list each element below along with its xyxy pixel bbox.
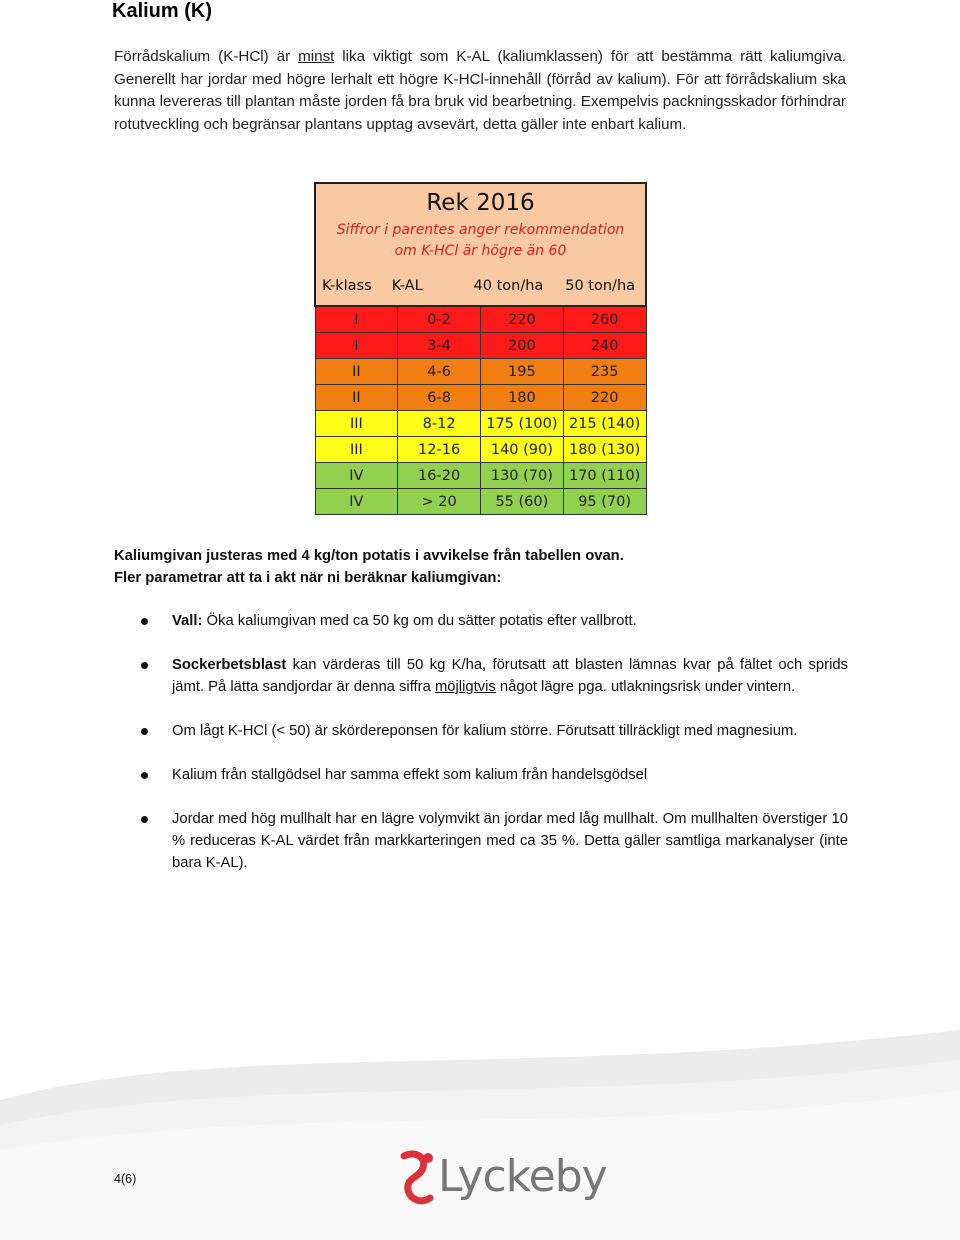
cell-40: 180 — [481, 385, 564, 411]
page-number: 4(6) — [114, 1172, 137, 1186]
cell-50: 235 — [563, 359, 646, 385]
intro-part2: lika viktigt som K-AL (kaliumklassen) för att bestämma rätt kaliumgiva. Generellt har jordar med högre lerhalt ett högre K-HCl-innehåll (förråd av kalium). För att förrådskalium ska kunna levereras till plantan måste jorden få bra bruk vid bearbetning. Exempelvis packningsskador förhindrar rotutveckling och begränsar plantans upptag avsevärt, detta gäller inte enbart kalium. — [114, 48, 846, 133]
cell-k-klass: II — [315, 385, 398, 411]
list-item — [114, 720, 848, 742]
bullet-icon — [141, 816, 148, 823]
recommendation-table — [314, 182, 647, 515]
column-header-40: 40 ton/ha — [473, 278, 544, 294]
bullet-icon — [141, 772, 148, 779]
bullet-text: kan värderas till 50 kg K/ha, förutsatt att blasten lämnas kvar på fältet och sprids jämt. På lätta sandjordar är denna siffra — [172, 657, 848, 695]
cell-k-al: 0-2 — [398, 306, 481, 332]
column-header-50: 50 ton/ha — [565, 278, 636, 294]
bullet-text: Om lågt K-HCl (< 50) är skördereponsen för kalium större. Förutsatt tillräckligt med magnesium. — [172, 723, 798, 739]
table-row — [315, 333, 646, 359]
table-row — [315, 359, 646, 385]
table-row — [315, 385, 646, 411]
bullet-icon — [141, 618, 148, 625]
table-column-headers — [316, 278, 645, 294]
cell-40: 175 (100) — [481, 411, 564, 437]
bullet-text: Jordar med hög mullhalt har en lägre volymvikt än jordar med låg mullhalt. Om mullhalten överstiger 10 % reduceras K-AL värdet från markkarteringen med ca 35 %. Detta gäller samtliga markanalyser (inte bara K-AL). — [172, 811, 848, 871]
cell-k-al: 16-20 — [398, 463, 481, 489]
list-item — [114, 610, 848, 632]
adjustment-note — [114, 545, 854, 589]
cell-50: 180 (130) — [563, 437, 646, 463]
cell-50: 260 — [563, 306, 646, 332]
bullet-text-continued: något lägre pga. utlakningsrisk under vintern. — [495, 679, 796, 695]
cell-k-klass: IV — [315, 463, 398, 489]
table-subtitle — [316, 220, 645, 262]
cell-k-al: 8-12 — [398, 411, 481, 437]
parameter-list — [114, 610, 848, 874]
list-item — [114, 764, 848, 786]
table-row — [315, 411, 646, 437]
table-title: Rek 2016 — [426, 190, 535, 216]
logo-wordmark: Lyckeby — [438, 1151, 607, 1202]
intro-paragraph — [114, 46, 846, 136]
cell-k-klass: II — [315, 359, 398, 385]
cell-k-klass: I — [315, 306, 398, 332]
cell-50: 170 (110) — [563, 463, 646, 489]
table-row — [315, 463, 646, 489]
note-line-2: Fler parametrar att ta i akt när ni beräknar kaliumgivan: — [114, 570, 502, 586]
cell-40: 55 (60) — [481, 489, 564, 515]
cell-k-al: 3-4 — [398, 333, 481, 359]
cell-k-klass: IV — [315, 489, 398, 515]
cell-k-al: > 20 — [398, 489, 481, 515]
table-row — [315, 306, 646, 332]
page-heading: Kalium (K) — [112, 0, 212, 22]
cell-40: 140 (90) — [481, 437, 564, 463]
list-item — [114, 808, 848, 874]
cell-40: 220 — [481, 306, 564, 332]
bullet-text: Kalium från stallgödsel har samma effekt som kalium från handelsgödsel — [172, 767, 648, 783]
cell-k-klass: I — [315, 333, 398, 359]
cell-k-al: 6-8 — [398, 385, 481, 411]
table-subtitle-line1: Siffror i parentes anger rekommendation — [336, 222, 625, 238]
intro-underlined-word: minst — [298, 48, 335, 65]
bullet-underlined-word: möjligtvis — [434, 679, 496, 695]
cell-50: 215 (140) — [563, 411, 646, 437]
bullet-bold-label: Vall: — [172, 613, 203, 629]
cell-k-klass: III — [315, 411, 398, 437]
cell-40: 195 — [481, 359, 564, 385]
intro-part1: Förrådskalium (K-HCl) är — [114, 48, 299, 65]
cell-50: 220 — [563, 385, 646, 411]
table-subtitle-line2: om K-HCl är högre än 60 — [394, 243, 567, 259]
bullet-icon — [141, 728, 148, 735]
cell-50: 240 — [563, 333, 646, 359]
column-header-k-al: K-AL — [391, 278, 423, 294]
cell-k-al: 12-16 — [398, 437, 481, 463]
bullet-bold-label: Sockerbetsblast — [172, 657, 287, 673]
note-line-1: Kaliumgivan justeras med 4 kg/ton potatis i avvikelse från tabellen ovan. — [114, 548, 624, 564]
cell-50: 95 (70) — [563, 489, 646, 515]
table-row — [315, 437, 646, 463]
column-header-k-klass: K-klass — [322, 278, 372, 294]
cell-k-klass: III — [315, 437, 398, 463]
list-item — [114, 654, 848, 698]
bullet-text: Öka kaliumgivan med ca 50 kg om du sätter potatis efter vallbrott. — [202, 613, 637, 629]
bullet-icon — [141, 662, 148, 669]
table-header — [315, 183, 646, 306]
table-row — [315, 489, 646, 515]
cell-k-al: 4-6 — [398, 359, 481, 385]
cell-40: 130 (70) — [481, 463, 564, 489]
cell-40: 200 — [481, 333, 564, 359]
background-wave-graphic — [0, 1030, 960, 1240]
